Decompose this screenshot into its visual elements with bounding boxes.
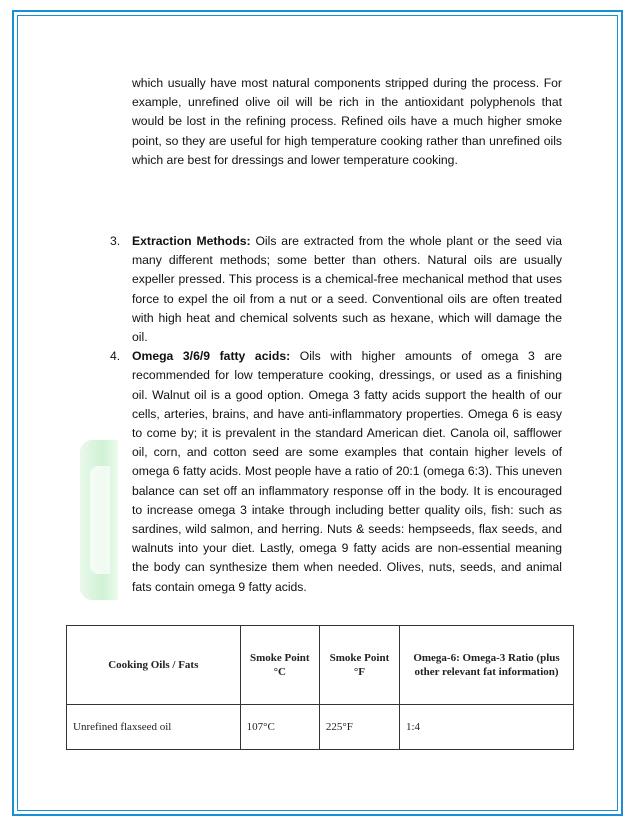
list-item-body bbox=[132, 347, 562, 597]
cell-ratio: 1:4 bbox=[400, 705, 574, 750]
list-item-title: Extraction Methods: bbox=[132, 234, 251, 248]
list-number: 3. bbox=[110, 234, 121, 248]
list-number: 4. bbox=[110, 349, 121, 364]
list-item-text: Oils with higher amounts of omega 3 are recommended for low temperature cooking, dressings, or used as a finishing oil. Walnut oil is a good option. Omega 3 fatty acids support the health of our cells, arteries, brains, and have anti-inflammatory properties. Omega 6 is easy to come by; it is prevalent in the standard American diet. Canola oil, safflower oil, corn, and cotton seed are some examples that contain higher levels of omega 6 fatty acids. Most people have a ratio of 20:1 (omega 6:3). This uneven balance can set off an inflammatory response off in the body. It is encouraged to increase omega 3 intake through including better quality oils, fish: such as sardines, wild salmon, and herring. Nuts & seeds: hempseeds, flax seeds, and walnuts into your diet. Lastly, omega 9 fatty acids are non-essential meaning the body can synthesize them when needed. Olives, nuts, seeds, and animal fats contain omega 9 fatty acids. bbox=[132, 349, 562, 594]
list-item-extraction bbox=[110, 232, 562, 347]
table-header-row bbox=[67, 626, 574, 705]
header-oil: Cooking Oils / Fats bbox=[67, 626, 241, 705]
header-smoke-c: Smoke Point °C bbox=[240, 626, 319, 705]
list-item-title: Omega 3/6/9 fatty acids: bbox=[132, 349, 291, 364]
list-item-body bbox=[132, 232, 562, 347]
cell-oil: Unrefined flaxseed oil bbox=[67, 705, 241, 750]
table-row bbox=[67, 705, 574, 750]
header-smoke-f: Smoke Point °F bbox=[319, 626, 399, 705]
cell-smoke-c: 107°C bbox=[240, 705, 319, 750]
intro-paragraph-block bbox=[132, 74, 562, 170]
numbered-list bbox=[110, 232, 562, 597]
cell-smoke-f: 225°F bbox=[319, 705, 399, 750]
cooking-oils-table bbox=[66, 625, 574, 750]
intro-paragraph: which usually have most natural components stripped during the process. For example, unrefined olive oil will be rich in the antioxidant polyphenols that would be lost in the refining process. Refined oils have a much higher smoke point, so they are useful for high temperature cooking rather than unrefined oils which are best for dressings and lower temperature cooking. bbox=[132, 76, 562, 167]
list-item-text: Oils are extracted from the whole plant or the seed via many different methods; some better than others. Natural oils are usually expeller pressed. This process is a chemical-free mechanical method that uses force to expel the oil from a nut or a seed. Conventional oils are often treated with high heat and chemical solvents such as hexane, which will damage the oil. bbox=[132, 234, 562, 345]
header-ratio: Omega-6: Omega-3 Ratio (plus other relevant fat information) bbox=[400, 626, 574, 705]
list-item-omega bbox=[110, 347, 562, 597]
